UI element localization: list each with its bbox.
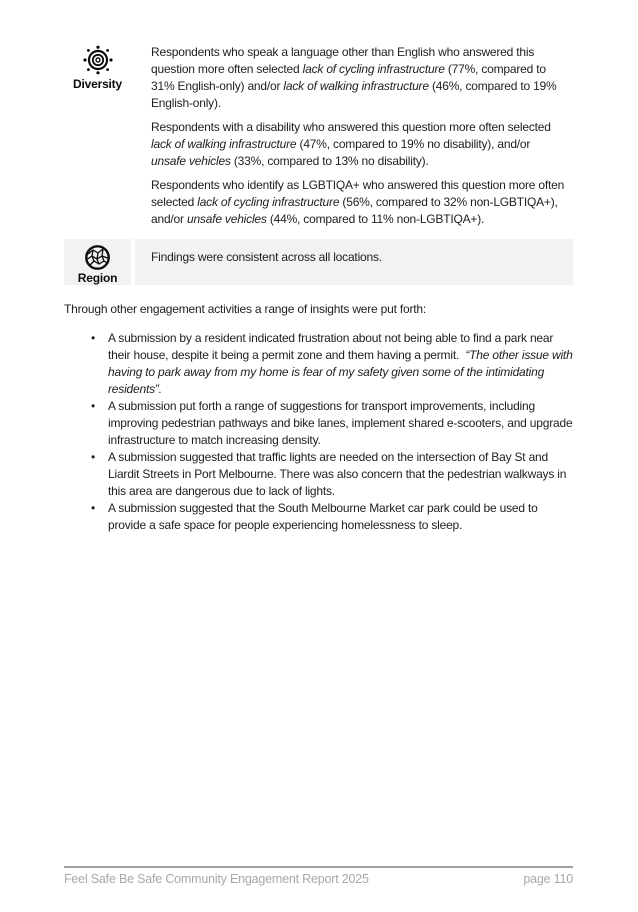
- text-run: Findings were consistent across all locations.: [151, 250, 382, 264]
- italic-text-run: “The other issue with having to park away from my home is fear of my safety given some of the intimidating residents”.: [108, 348, 573, 396]
- paragraph: [151, 44, 568, 112]
- intro-paragraph: Through other engagement activities a range of insights were put forth:: [64, 302, 427, 316]
- text-run: (77%, compared to 31% English-only) and/or: [151, 62, 546, 93]
- page-content: [64, 42, 573, 534]
- list-item: [108, 330, 573, 398]
- diversity-text: [135, 42, 573, 230]
- region-icon: [84, 244, 111, 271]
- paragraph: [151, 119, 568, 170]
- region-text: [135, 239, 573, 285]
- page-footer: [64, 866, 573, 886]
- diversity-label: Diversity: [73, 77, 122, 91]
- italic-text-run: lack of cycling infrastructure: [197, 195, 340, 209]
- list-item: [108, 449, 573, 500]
- text-run: (47%, compared to 19% no disability), and/or: [296, 137, 531, 151]
- list-item: [108, 398, 573, 449]
- italic-text-run: unsafe vehicles: [151, 154, 231, 168]
- italic-text-run: lack of walking infrastructure: [283, 79, 429, 93]
- section-row-region: [64, 239, 573, 285]
- paragraph: [151, 249, 568, 266]
- footer-page-number: page 110: [523, 872, 573, 886]
- text-run: Respondents with a disability who answered this question more often selected: [151, 120, 551, 134]
- text-run: (46%, compared to 19% English-only).: [151, 79, 557, 110]
- text-run: A submission suggested that the South Melbourne Market car park could be used to provide a safe space for people experiencing homelessness to sleep.: [108, 501, 538, 532]
- text-run: Respondents who identify as LGBTIQA+ who answered this question more often selected: [151, 178, 565, 209]
- diversity-icon-cell: [64, 42, 131, 230]
- paragraph: [151, 177, 568, 228]
- region-icon-cell: [64, 239, 131, 285]
- region-label: Region: [77, 271, 118, 285]
- list-item: [108, 500, 573, 534]
- text-run: (33%, compared to 13% no disability).: [230, 154, 429, 168]
- italic-text-run: lack of walking infrastructure: [151, 137, 297, 151]
- footer-report-title: Feel Safe Be Safe Community Engagement Report 2025: [64, 872, 369, 886]
- text-run: (44%, compared to 11% non-LGBTIQA+).: [266, 212, 485, 226]
- text-run: A submission by a resident indicated frustration about not being able to find a park near their house, despite it being a permit zone and them having a permit.: [108, 331, 554, 362]
- footer-divider: [64, 866, 573, 868]
- insights-list: [64, 330, 573, 534]
- text-run: (56%, compared to 32% non-LGBTIQA+), and/or: [151, 195, 558, 226]
- text-run: A submission suggested that traffic lights are needed on the intersection of Bay St and Liardit Streets in Port Melbourne. There was also concern that the pedestrian walkways in this area are dangerous due to lack of lights.: [108, 450, 567, 498]
- diversity-icon: [82, 45, 114, 77]
- footer-row: [64, 872, 573, 886]
- italic-text-run: unsafe vehicles: [186, 212, 267, 226]
- text-run: Respondents who speak a language other than English who answered this question more often selected: [151, 45, 535, 76]
- text-run: A submission put forth a range of suggestions for transport improvements, including improving pedestrian pathways and bike lanes, implement shared e-scooters, and upgrade infrastructure to match increasing density.: [108, 399, 573, 447]
- section-row-diversity: [64, 42, 573, 230]
- italic-text-run: lack of cycling infrastructure: [302, 62, 445, 76]
